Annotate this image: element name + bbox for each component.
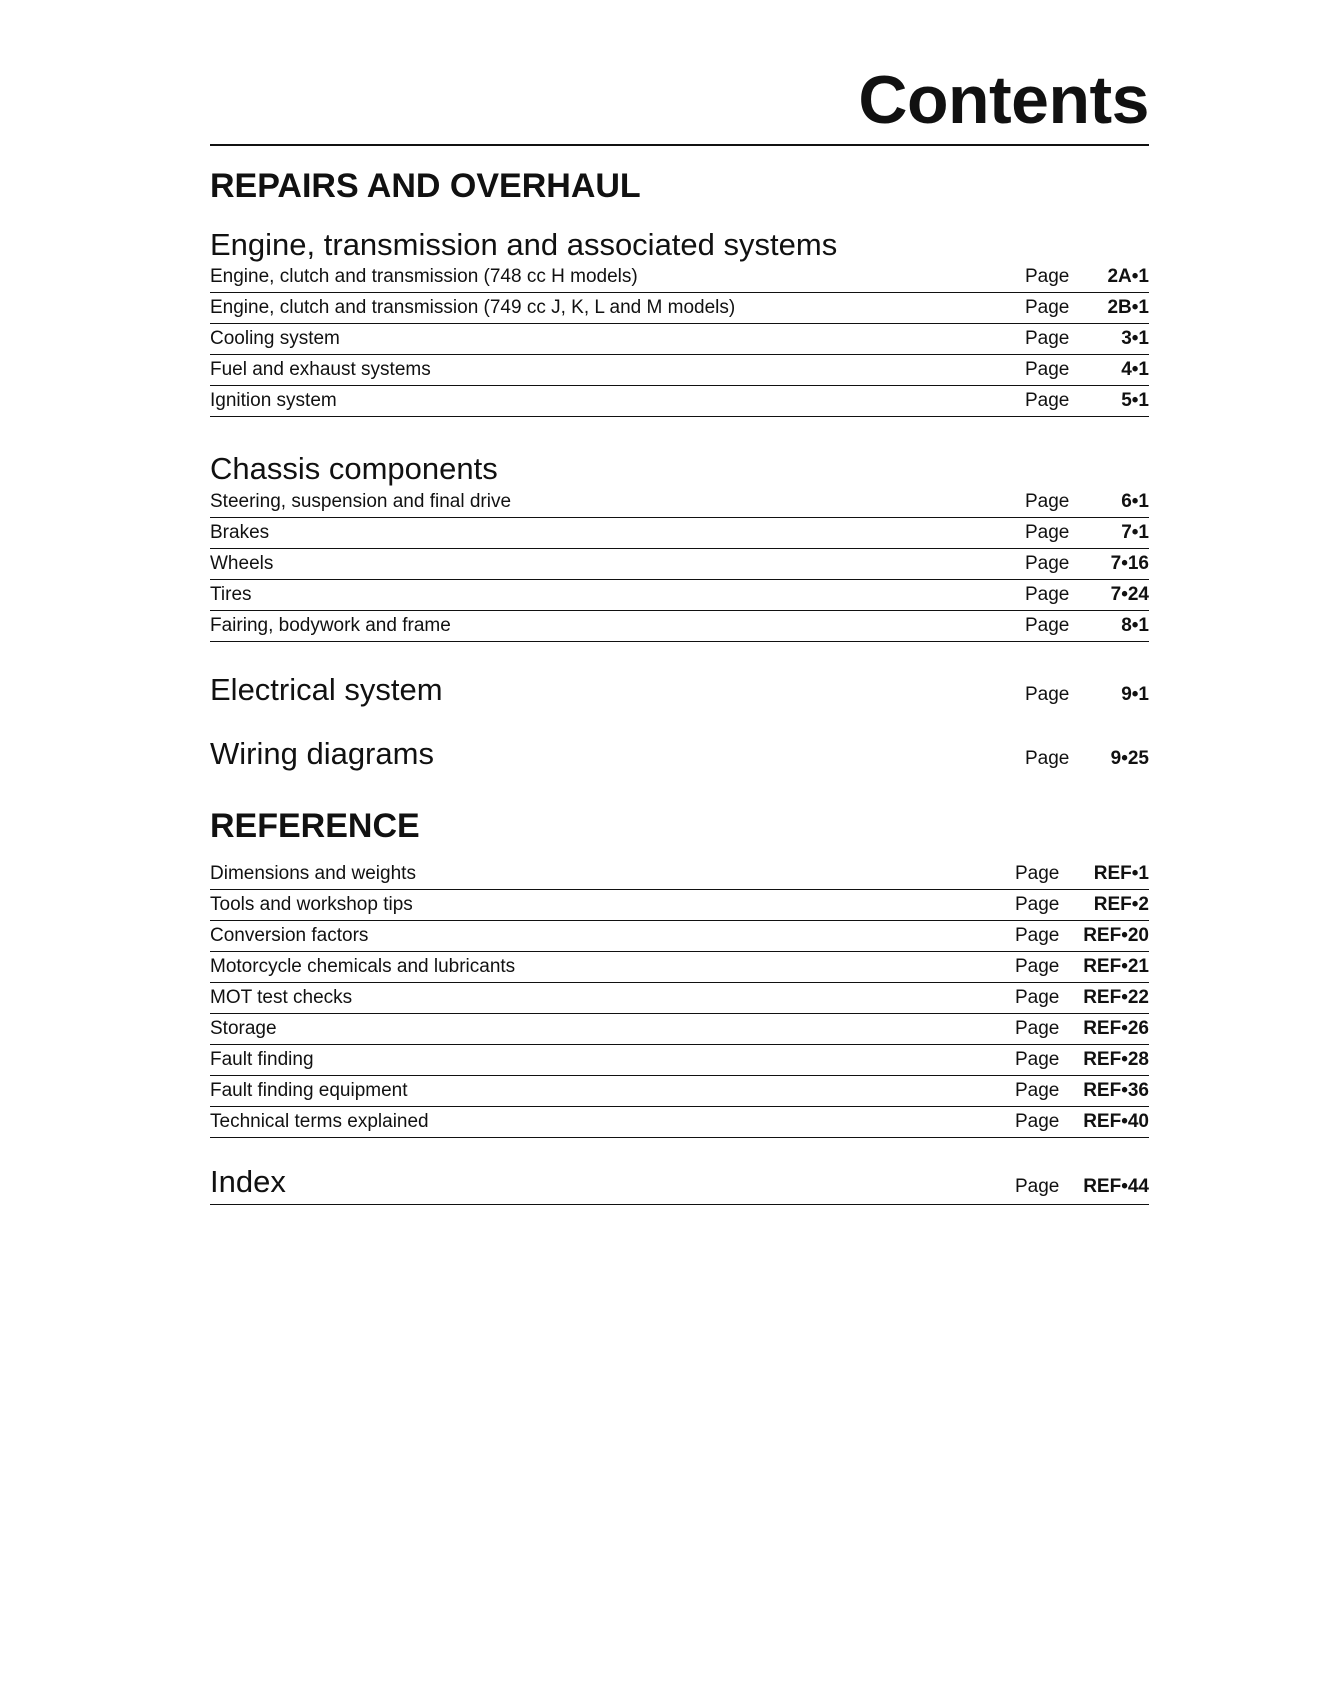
page-word: Page [1015, 893, 1060, 915]
toc-entry[interactable] [210, 1107, 1149, 1138]
page-word: Page [1025, 584, 1070, 606]
toc-entry-label: Engine, clutch and transmission (748 cc H models) [210, 266, 638, 288]
page-word: Page [1025, 684, 1070, 706]
page-word: Page [1025, 266, 1070, 288]
toc-entry[interactable] [210, 549, 1149, 580]
chassis-list [210, 487, 1149, 642]
page-word: Page [1025, 328, 1070, 350]
toc-entry-label: Fault finding [210, 1048, 314, 1070]
engine-heading: Engine, transmission and associated systems [210, 226, 838, 262]
page-word: Page [1025, 491, 1070, 513]
toc-entry[interactable] [210, 355, 1149, 386]
page-word: Page [1025, 390, 1070, 412]
reference-list [210, 859, 1149, 1138]
toc-entry-label: Ignition system [210, 390, 337, 412]
page-number: 3•1 [1121, 328, 1149, 350]
toc-entry[interactable] [210, 952, 1149, 983]
toc-entry-index[interactable] [210, 1164, 1149, 1205]
toc-entry-wiring[interactable] [210, 736, 1149, 772]
page-number: 9•25 [1110, 748, 1149, 770]
page-number: 2A•1 [1107, 266, 1149, 288]
toc-entry-label: Fault finding equipment [210, 1079, 408, 1101]
page-number: 7•1 [1121, 522, 1149, 544]
page-number: 9•1 [1121, 684, 1149, 706]
toc-entry[interactable] [210, 580, 1149, 611]
page-word: Page [1025, 615, 1070, 637]
page-number: 2B•1 [1107, 297, 1149, 319]
page-number: REF•22 [1083, 986, 1149, 1008]
toc-entry[interactable] [210, 890, 1149, 921]
toc-entry-label: Electrical system [210, 672, 443, 708]
page-word: Page [1025, 553, 1070, 575]
toc-entry-label: Index [210, 1163, 286, 1199]
page-number: REF•1 [1093, 862, 1149, 884]
page-word: Page [1015, 1079, 1060, 1101]
page-word: Page [1025, 748, 1070, 770]
page-word: Page [1015, 1110, 1060, 1132]
page-number: REF•21 [1083, 955, 1149, 977]
page-word: Page [1025, 297, 1070, 319]
toc-entry-label: Wheels [210, 553, 274, 575]
toc-entry[interactable] [210, 921, 1149, 952]
page-word: Page [1015, 924, 1060, 946]
page-word: Page [1015, 986, 1060, 1008]
toc-entry[interactable] [210, 1076, 1149, 1107]
toc-entry-label: Motorcycle chemicals and lubricants [210, 955, 516, 977]
page-word: Page [1015, 1175, 1060, 1197]
toc-entry[interactable] [210, 262, 1149, 293]
toc-entry-label: Wiring diagrams [210, 736, 434, 772]
reference-heading: REFERENCE [210, 807, 420, 846]
toc-entry[interactable] [210, 859, 1149, 890]
toc-entry-label: Tires [210, 584, 252, 606]
toc-entry[interactable] [210, 386, 1149, 417]
toc-entry-electrical[interactable] [210, 672, 1149, 708]
page-title: Contents [210, 0, 1149, 146]
toc-entry-label: MOT test checks [210, 986, 353, 1008]
page-number: REF•28 [1083, 1048, 1149, 1070]
toc-entry-label: Dimensions and weights [210, 862, 416, 884]
toc-entry-label: Technical terms explained [210, 1110, 429, 1132]
page-number: REF•44 [1083, 1175, 1149, 1197]
chassis-heading: Chassis components [210, 451, 498, 487]
toc-entry-label: Cooling system [210, 328, 340, 350]
page-number: 6•1 [1121, 491, 1149, 513]
page-number: REF•2 [1093, 893, 1149, 915]
page-number: 8•1 [1121, 615, 1149, 637]
engine-list [210, 262, 1149, 417]
page-word: Page [1025, 522, 1070, 544]
toc-entry-label: Fuel and exhaust systems [210, 359, 431, 381]
page-number: REF•26 [1083, 1017, 1149, 1039]
toc-entry-label: Tools and workshop tips [210, 893, 413, 915]
toc-entry[interactable] [210, 983, 1149, 1014]
toc-entry-label: Steering, suspension and final drive [210, 491, 512, 513]
page-number: 7•16 [1110, 553, 1149, 575]
page-number: REF•20 [1083, 924, 1149, 946]
toc-entry-label: Storage [210, 1017, 277, 1039]
toc-entry-label: Engine, clutch and transmission (749 cc J, K, L and M models) [210, 297, 736, 319]
toc-entry-label: Brakes [210, 522, 270, 544]
page-word: Page [1015, 955, 1060, 977]
toc-entry[interactable] [210, 1014, 1149, 1045]
toc-entry[interactable] [210, 293, 1149, 324]
toc-entry-label: Fairing, bodywork and frame [210, 615, 451, 637]
page-number: REF•36 [1083, 1079, 1149, 1101]
page-word: Page [1015, 862, 1060, 884]
toc-entry[interactable] [210, 611, 1149, 642]
toc-entry[interactable] [210, 324, 1149, 355]
toc-entry-label: Conversion factors [210, 924, 369, 946]
page-number: 5•1 [1121, 390, 1149, 412]
page-number: 4•1 [1121, 359, 1149, 381]
page-number: 7•24 [1110, 584, 1149, 606]
page-word: Page [1025, 359, 1070, 381]
toc-entry[interactable] [210, 518, 1149, 549]
contents-page [210, 0, 1149, 1205]
toc-entry[interactable] [210, 487, 1149, 518]
repairs-heading: REPAIRS AND OVERHAUL [210, 167, 641, 205]
page-word: Page [1015, 1048, 1060, 1070]
page-number: REF•40 [1083, 1110, 1149, 1132]
page-word: Page [1015, 1017, 1060, 1039]
toc-entry[interactable] [210, 1045, 1149, 1076]
